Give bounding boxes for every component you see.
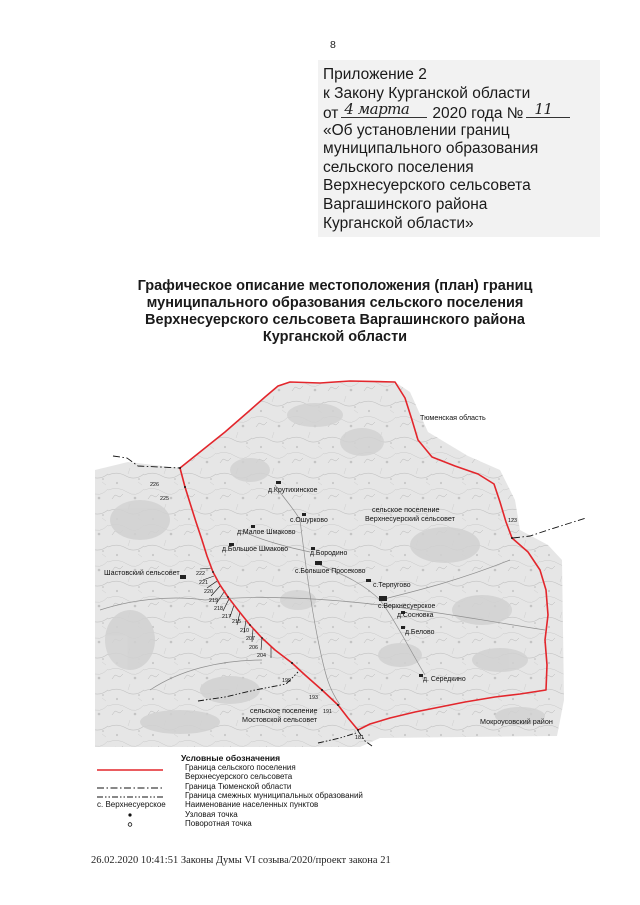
settlement-area-label: Верхнесуерский сельсовет [365,514,455,523]
settlement-label: д.Малое Шмаково [237,529,296,536]
boundary-point-label: 181 [355,735,364,741]
nodal-point [291,662,293,664]
settlement-label: с.Верхнесуерское [378,603,436,610]
settlement-mark [379,596,387,601]
legend-filled-dot-icon [128,813,131,816]
settlement-label: д.Сосновка [397,612,434,619]
settlement-label: с.Большое Просеково [295,568,366,575]
nodal-point [321,689,323,691]
settlement-mark [302,513,306,516]
settlement-label: с.Ошурково [290,517,328,524]
boundary-point-label: 199 [282,678,291,684]
nodal-point [357,729,359,731]
date-blank [341,100,427,118]
boundary-point-label: 193 [309,695,318,701]
appendix-line: Приложение 2 [323,66,427,83]
nodal-point [249,624,251,626]
title-line: Верхнесуерского сельсовета Варгашинского района [145,312,525,328]
appendix-line: к Закону Курганской области [323,85,531,102]
mostovskoy-label: Мостовской сельсовет [242,715,318,724]
legend-title: Условные обозначения [181,753,281,763]
appendix-header [318,60,600,237]
boundary-point-label: 191 [323,709,332,715]
legend-hollow-circle-icon [128,823,132,827]
nodal-point [184,486,186,488]
appendix-line: муниципального образования [323,140,539,157]
legend-label: Верхнесуерского сельсовета [185,772,293,781]
legend-label: Узловая точка [185,810,238,819]
map-terrain [95,381,564,747]
nodal-point [337,704,339,706]
settlement-mark [180,575,186,579]
boundary-point-label: 207 [246,636,255,642]
settlement-label: д.Бородино [310,550,348,557]
settlement-mark [276,481,281,484]
appendix-line: «Об установлении границ [323,122,510,139]
appendix-line: Курганской области» [323,215,474,232]
boundary-point-label: 123 [508,518,517,524]
settlement-mark [366,579,371,582]
tyumen-region-label: Тюменская область [420,413,486,422]
nodal-point [261,637,263,639]
nodal-point [179,467,181,469]
settlement-label: д.Крутихинское [268,487,318,494]
handwritten-number: 11 [534,100,553,118]
boundary-point-label: 221 [199,580,208,586]
appendix-date-line [323,100,575,122]
legend-settlement-sample: с. Верхнесуерское [97,800,166,809]
mostovskoy-label: сельское поселение [250,706,318,715]
boundary-point-label: 226 [150,482,159,488]
settlement-label: с.Терпугово [373,582,411,589]
boundary-point-label: 220 [204,589,213,595]
number-blank [526,100,570,118]
document-footer: 26.02.2020 10:41:51 Законы Думы VI созыва/2020/проект закона 21 [91,855,391,866]
legend-label: Граница смежных муниципальных образований [185,791,363,800]
mokrousovsky-label: Мокроусовский район [480,717,553,726]
date-suffix: 2020 года № [432,105,524,122]
page-number: 8 [330,39,336,51]
appendix-line: Варгашинского района [323,196,488,213]
legend-label: Граница Тюменской области [185,782,292,791]
boundary-point-label: 222 [196,571,205,577]
title-line: муниципального образования сельского поселения [146,295,524,311]
boundary-map [90,375,600,752]
document-title [90,278,580,346]
boundary-point-label: 218 [214,606,223,612]
shastovsky-label: Шастовский сельсовет [104,568,180,577]
boundary-point-label: 217 [222,614,231,620]
appendix-line: сельского поселения [323,159,474,176]
boundary-point-label: 225 [160,496,169,502]
nodal-point [212,571,214,573]
title-line: Курганской области [262,329,408,345]
date-prefix: от [323,105,339,122]
settlement-area-label: сельское поселение [372,505,440,514]
map-legend [90,750,390,836]
settlement-label: д.Большое Шмаково [222,546,289,553]
boundary-point-label: 204 [257,653,266,659]
settlement-mark [251,525,255,528]
settlement-label: д. Середкино [423,676,466,683]
title-line: Графическое описание местоположения (план) границ [137,278,533,294]
legend-label: Граница сельского поселения [185,763,296,772]
nodal-point [227,596,229,598]
boundary-point-label: 210 [240,628,249,634]
legend-label: Наименование населенных пунктов [185,800,319,809]
handwritten-date: 4 марта [344,100,410,118]
boundary-point-label: 219 [209,598,218,604]
legend-label: Поворотная точка [185,819,252,828]
settlement-label: д.Белово [405,629,435,636]
boundary-point-label: 206 [249,645,258,651]
appendix-line: Верхнесуерского сельсовета [323,177,531,194]
nodal-point [511,537,513,539]
boundary-point-label: 215 [232,619,241,625]
settlement-mark [315,561,322,565]
